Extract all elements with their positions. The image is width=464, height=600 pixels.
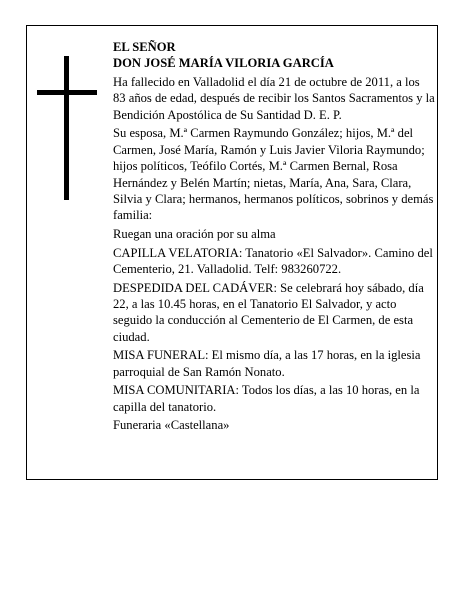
cross-icon: [37, 56, 97, 200]
cross-horizontal-bar: [37, 90, 97, 95]
community-mass-info: MISA COMUNITARIA: Todos los días, a las 10 horas, en la capilla del tanatorio.: [113, 383, 420, 414]
obituary-notice: [26, 25, 438, 480]
farewell-info: DESPEDIDA DEL CADÁVER: Se celebrará hoy sábado, día 22, a las 10.45 horas, en el Tanatorio El Salvador, y acto seguido la conducción al Cementerio de El Carmen, de esta ciudad.: [113, 280, 424, 344]
deceased-title: EL SEÑOR: [113, 40, 176, 54]
cross-vertical-bar: [64, 56, 69, 200]
prayer-request: Ruegan una oración por su alma: [113, 227, 276, 242]
wake-chapel-info: CAPILLA VELATORIA: Tanatorio «El Salvador». Camino del Cementerio, 21. Valladolid. Telf: 983260722.: [113, 245, 433, 277]
funeral-home: Funeraria «Castellana»: [113, 418, 230, 433]
funeral-mass-info: MISA FUNERAL: El mismo día, a las 17 horas, en la iglesia parroquial de San Ramón Nonato.: [113, 348, 421, 379]
family-list: Su esposa, M.ª Carmen Raymundo González; hijos, M.ª del Carmen, José María, Ramón y Luis Javier Viloria Raymundo; hijos políticos, Teófilo Cortés, M.ª Carmen Bernal, Rosa Hernández y Belén Martín; nietas, María, Ana, Sara, Clara, Silvia y Clara; hermanos, hermanos políticos, sobrinos y demás familia:: [113, 126, 434, 223]
notice-text: [113, 39, 435, 436]
deceased-name: DON JOSÉ MARÍA VILORIA GARCÍA: [113, 56, 334, 71]
death-announcement: Ha fallecido en Valladolid el día 21 de octubre de 2011, a los 83 años de edad, después de recibir los Santos Sacramentos y la Bendición Apostólica de Su Santidad D. E. P.: [113, 75, 435, 122]
